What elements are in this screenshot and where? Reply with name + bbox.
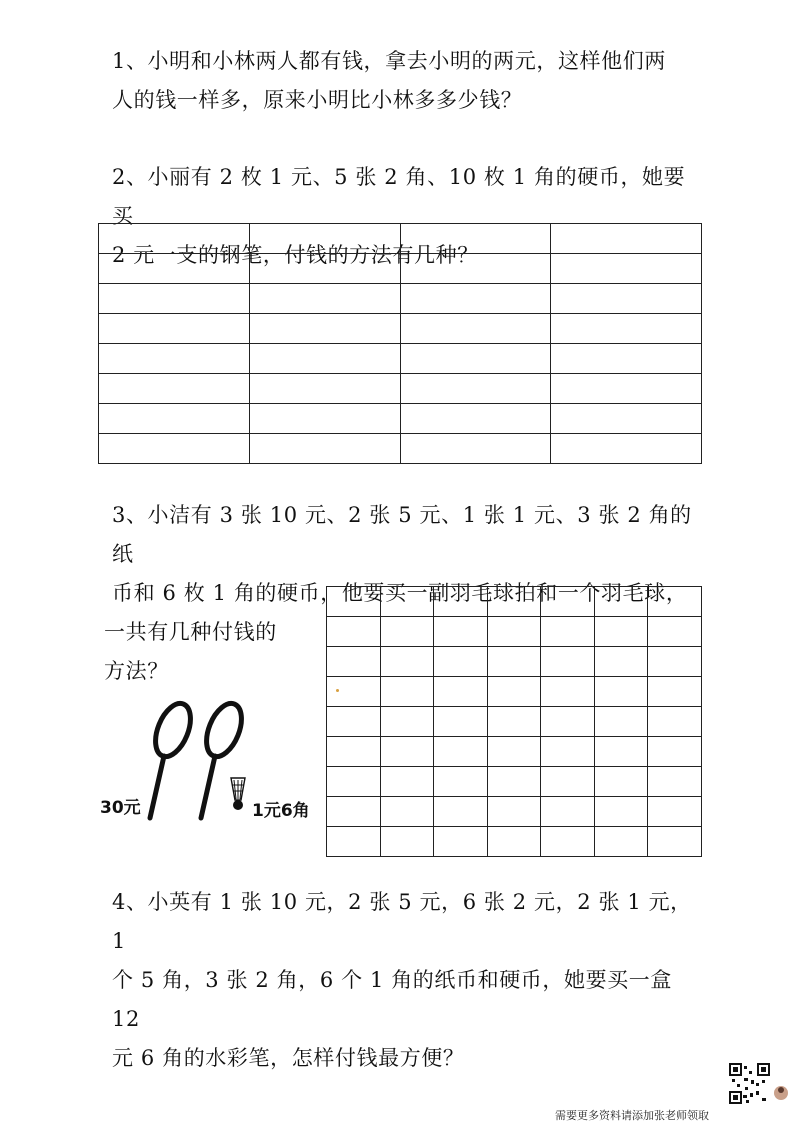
table-cell [249, 434, 400, 464]
table-cell [648, 587, 702, 617]
table-row [327, 617, 702, 647]
table-cell [400, 344, 551, 374]
table-cell [551, 344, 702, 374]
table-cell [99, 374, 250, 404]
table-cell [551, 254, 702, 284]
table-cell [487, 707, 541, 737]
table-cell [380, 767, 434, 797]
table-cell [400, 434, 551, 464]
table-cell [249, 374, 400, 404]
table-cell [249, 344, 400, 374]
table-cell [541, 617, 595, 647]
table-cell [249, 284, 400, 314]
table-cell [551, 224, 702, 254]
table-cell [327, 767, 381, 797]
table-row [327, 677, 702, 707]
table-row [99, 404, 702, 434]
table-cell [434, 797, 488, 827]
question-4 [112, 883, 702, 1078]
table-row [327, 737, 702, 767]
table-cell [400, 254, 551, 284]
table-row [99, 434, 702, 464]
table-cell [380, 827, 434, 857]
table-row [327, 647, 702, 677]
table-row [327, 797, 702, 827]
table-cell [99, 224, 250, 254]
table-cell [327, 797, 381, 827]
table-cell [434, 737, 488, 767]
table-cell [99, 314, 250, 344]
question-3-line-3: 一共有几种付钱的 [104, 620, 277, 644]
question-2-line-2: 2 元一支的钢笔，付钱的方法有几种？ [112, 243, 479, 267]
table-cell [99, 254, 250, 284]
table-cell [327, 647, 381, 677]
table-row [99, 224, 702, 254]
table-cell [648, 707, 702, 737]
table-cell [434, 617, 488, 647]
table-cell [327, 737, 381, 767]
table-row [99, 344, 702, 374]
table-cell [249, 404, 400, 434]
question-3-line-1: 3、小洁有 3 张 10 元、2 张 5 元、1 张 1 元、3 张 2 角的纸 [112, 503, 692, 566]
table-cell [434, 587, 488, 617]
table-cell [487, 587, 541, 617]
table-cell [434, 767, 488, 797]
table-cell [648, 617, 702, 647]
stray-mark [336, 689, 339, 692]
table-cell [380, 647, 434, 677]
answer-table-q2 [98, 223, 702, 464]
table-cell [380, 617, 434, 647]
table-cell [487, 737, 541, 767]
table-cell [487, 677, 541, 707]
table-cell [551, 434, 702, 464]
question-1-line-1: 1、小明和小林两人都有钱，拿去小明的两元，这样他们两 [112, 49, 666, 73]
footer-note: 需要更多资料请添加张老师领取 [555, 1109, 709, 1122]
badminton-illustration [140, 700, 270, 830]
table-cell [434, 647, 488, 677]
table-cell [648, 827, 702, 857]
table-cell [327, 617, 381, 647]
question-1-line-2: 人的钱一样多，原来小明比小林多多少钱？ [112, 88, 523, 112]
question-3-line-4: 方法？ [104, 659, 169, 683]
table-row [99, 374, 702, 404]
table-cell [487, 827, 541, 857]
table-cell [594, 617, 648, 647]
table-cell [327, 827, 381, 857]
table-cell [380, 677, 434, 707]
answer-table-q3 [326, 586, 702, 857]
table-cell [648, 767, 702, 797]
table-cell [551, 284, 702, 314]
table-cell [249, 314, 400, 344]
question-4-line-3: 元 6 角的水彩笔，怎样付钱最方便？ [112, 1046, 465, 1070]
table-row [327, 707, 702, 737]
table-cell [541, 677, 595, 707]
table-cell [380, 587, 434, 617]
table-cell [434, 707, 488, 737]
question-4-line-2: 个 5 角，3 张 2 角，6 个 1 角的纸币和硬币，她要买一盒 12 [112, 968, 673, 1031]
table-cell [648, 677, 702, 707]
table-cell [400, 314, 551, 344]
question-1 [112, 42, 702, 120]
table-cell [327, 677, 381, 707]
table-row [327, 587, 702, 617]
table-cell [541, 767, 595, 797]
table-cell [487, 647, 541, 677]
table-cell [648, 647, 702, 677]
table-cell [551, 404, 702, 434]
table-cell [541, 647, 595, 677]
table-row [99, 284, 702, 314]
shuttlecock-price-label: 1元6角 [252, 801, 310, 821]
table-cell [541, 587, 595, 617]
question-3-line-2: 币和 6 枚 1 角的硬币，他要买一副羽毛球拍和一个羽毛球， [112, 581, 688, 605]
qr-code-icon [729, 1063, 791, 1105]
table-cell [487, 797, 541, 827]
table-cell [99, 284, 250, 314]
question-2-line-1: 2、小丽有 2 枚 1 元、5 张 2 角、10 枚 1 角的硬币，她要买 [112, 165, 686, 228]
table-row [327, 827, 702, 857]
table-cell [541, 827, 595, 857]
table-cell [541, 707, 595, 737]
table-cell [380, 707, 434, 737]
table-cell [327, 707, 381, 737]
table-row [327, 767, 702, 797]
table-row [99, 314, 702, 344]
table-cell [594, 827, 648, 857]
question-4-line-1: 4、小英有 1 张 10 元，2 张 5 元，6 张 2 元，2 张 1 元，1 [112, 890, 692, 953]
table-cell [99, 344, 250, 374]
shuttlecock-icon [231, 778, 245, 810]
table-cell [380, 737, 434, 767]
table-cell [648, 797, 702, 827]
table-cell [434, 677, 488, 707]
table-cell [594, 677, 648, 707]
table-cell [648, 737, 702, 767]
racket-price-label: 30元 [100, 798, 141, 818]
table-cell [400, 374, 551, 404]
table-cell [594, 587, 648, 617]
table-cell [249, 254, 400, 284]
table-cell [99, 434, 250, 464]
table-cell [434, 827, 488, 857]
table-cell [541, 737, 595, 767]
table-cell [487, 617, 541, 647]
table-cell [400, 224, 551, 254]
table-cell [400, 404, 551, 434]
table-cell [327, 587, 381, 617]
table-cell [249, 224, 400, 254]
table-cell [594, 707, 648, 737]
table-cell [487, 767, 541, 797]
table-cell [551, 314, 702, 344]
table-cell [551, 374, 702, 404]
table-cell [99, 404, 250, 434]
table-cell [594, 767, 648, 797]
table-cell [594, 737, 648, 767]
table-row [99, 254, 702, 284]
table-cell [541, 797, 595, 827]
table-cell [594, 647, 648, 677]
table-cell [380, 797, 434, 827]
table-cell [594, 797, 648, 827]
table-cell [400, 284, 551, 314]
racket-icon [149, 700, 198, 818]
